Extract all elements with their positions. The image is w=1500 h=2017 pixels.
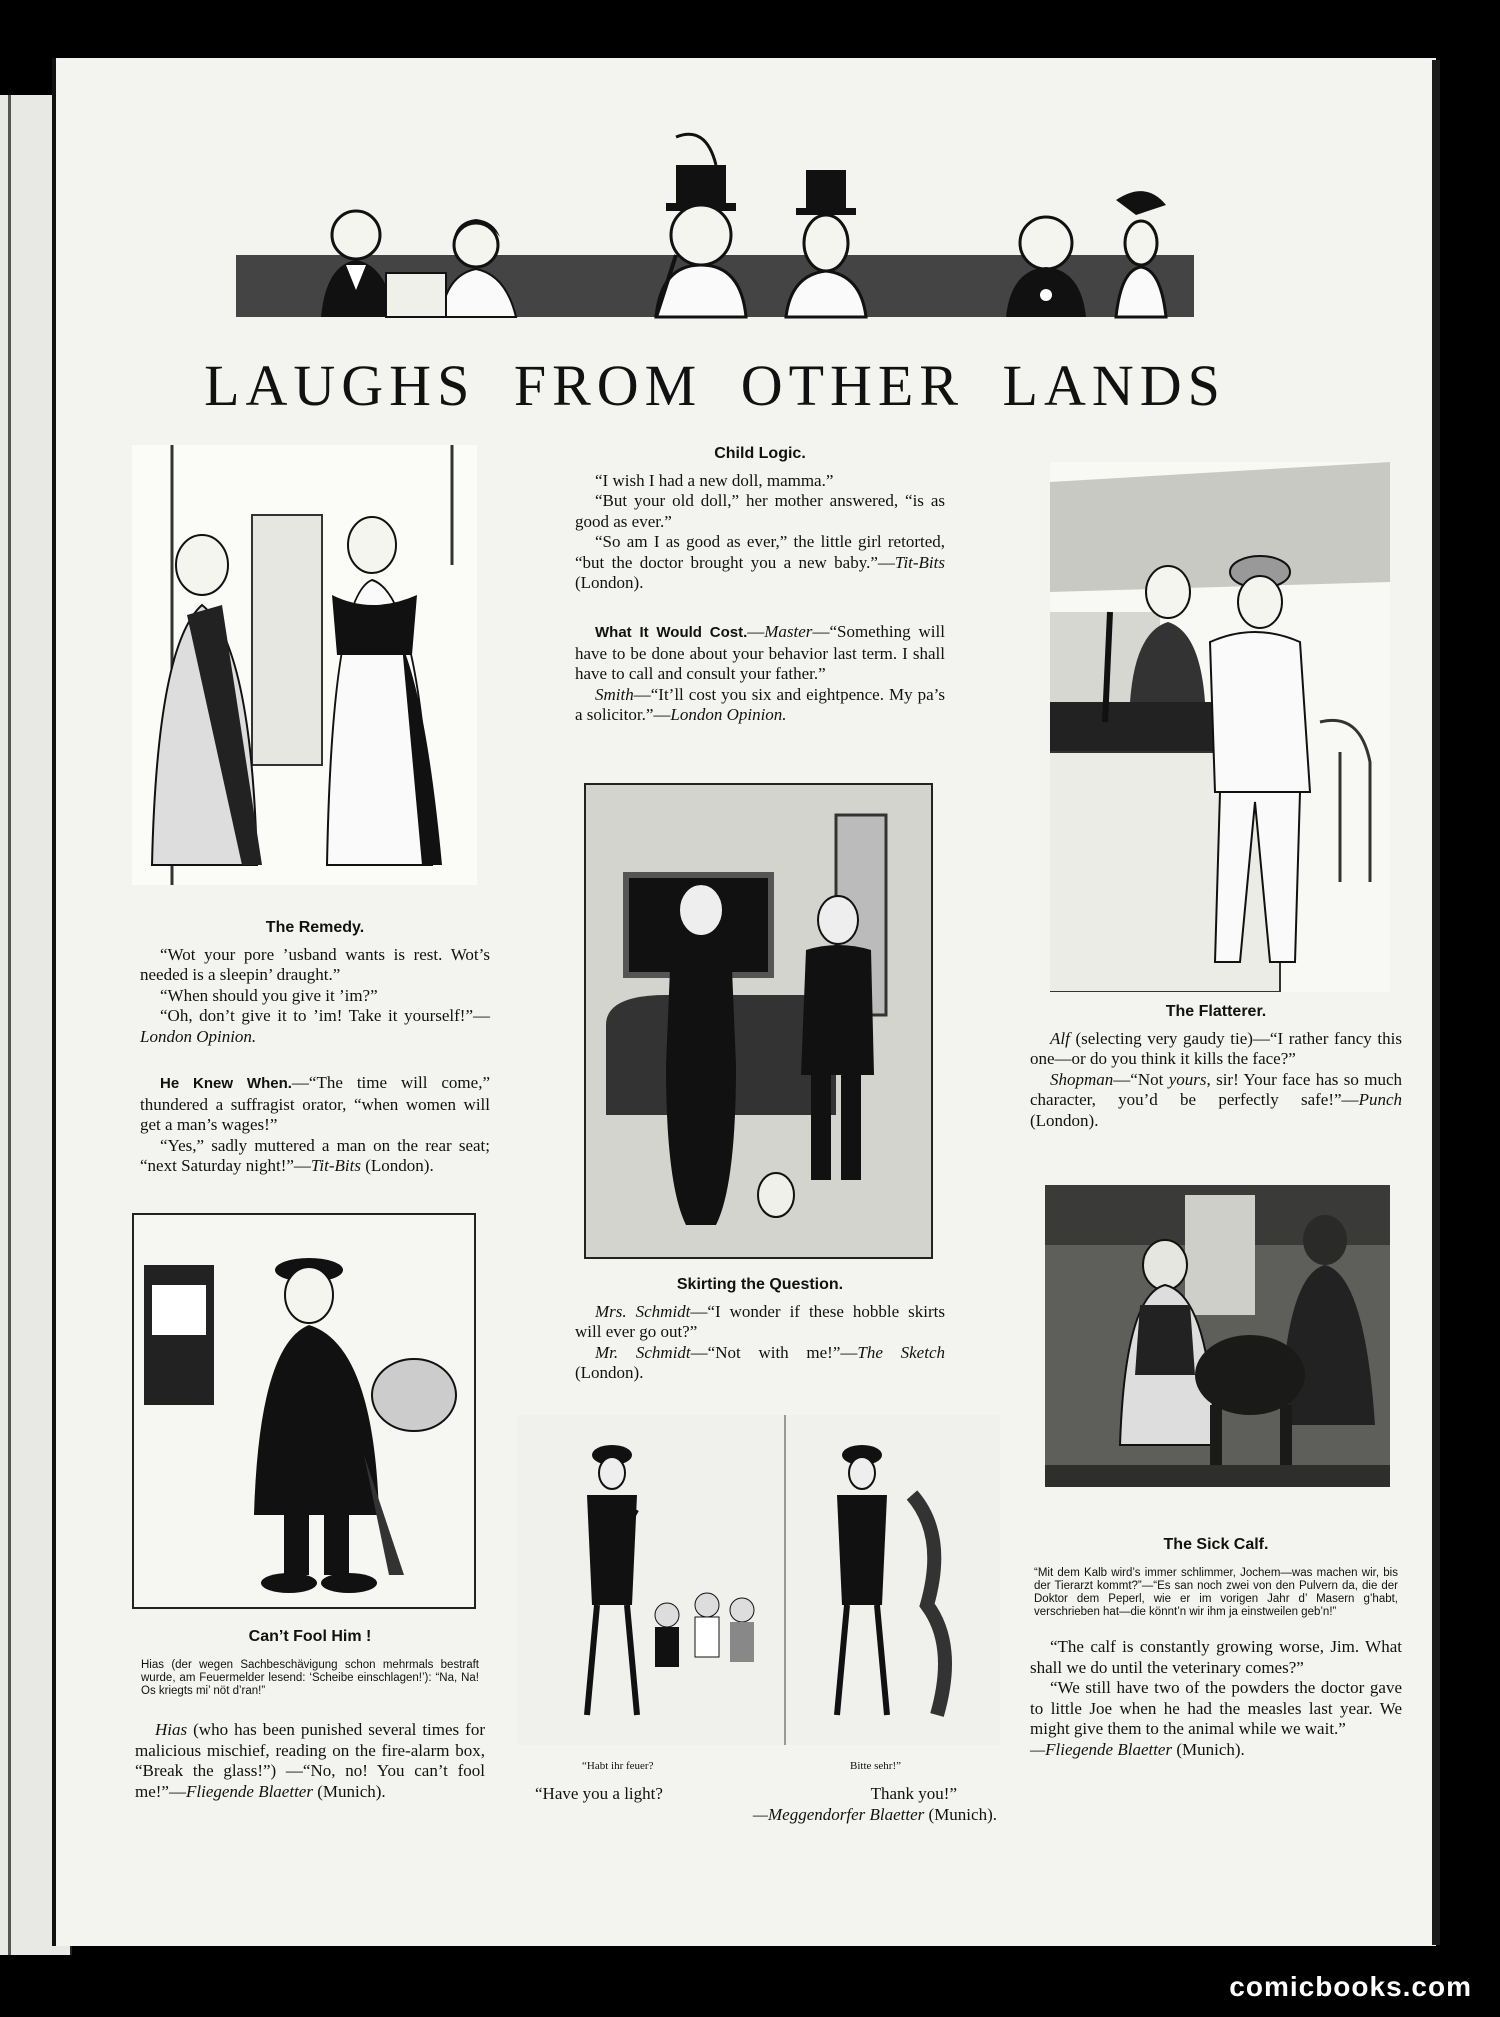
cant-fool-para: (who has been punished several times for malicious mischief, reading on the fire-alarm box, “Break the glass!”) —“No, no! You can’t fool me!”— [135, 1720, 485, 1801]
flatterer-alf: Alf [1050, 1028, 1070, 1048]
flatterer-illustration [1050, 462, 1390, 992]
knew-when-source: Tit-Bits [310, 1156, 361, 1175]
knew-when-source-suffix: (London). [360, 1156, 434, 1175]
flatterer-text [1030, 1002, 1402, 1131]
would-cost-master: Master [764, 622, 813, 641]
child-logic-text [575, 444, 945, 594]
flatterer-para-2b: , sir! Your face has so much character, you’d be perfectly safe!”— [1030, 1069, 1403, 1109]
remedy-para-1: “Wot your pore ’usband wants is rest. Wot’s needed is a sleepin’ draught.” [140, 944, 490, 984]
cant-fool-title: Can’t Fool Him ! [248, 1628, 372, 1645]
sick-calf-source-suffix: (Munich). [1172, 1739, 1245, 1759]
remedy-para-3: “Oh, don’t give it to ’im! Take it yourself!”— [160, 1006, 490, 1025]
child-logic-source: Tit-Bits [894, 552, 945, 572]
light-line-left: “Have you a light? [535, 1784, 663, 1803]
sick-calf-illustration [1045, 1185, 1390, 1487]
child-logic-para-1: “I wish I had a new doll, mamma.” [595, 470, 834, 490]
skirting-para-2: —“Not with me!”— [690, 1342, 858, 1362]
remedy-title: The Remedy. [265, 919, 365, 936]
header-banner-illustration [236, 125, 1194, 325]
flatterer-source: Punch [1358, 1090, 1402, 1109]
sick-calf-source: —Fliegende Blaetter [1030, 1739, 1173, 1759]
skirting-para-1: —“I wonder if these hobble skirts will ever go out?” [575, 1301, 945, 1341]
cant-fool-name: Hias [155, 1720, 188, 1739]
skirting-source-suffix: (London). [575, 1363, 644, 1382]
remedy-illustration [132, 445, 477, 885]
light-text [535, 1784, 997, 1825]
light-illustration [517, 1415, 1000, 1745]
child-logic-para-3: “So am I as good as ever,” the little girl retorted, “but the doctor brought you a new baby.”— [575, 532, 945, 572]
child-logic-title: Child Logic. [714, 445, 806, 462]
flatterer-para-2a: —“Not [1113, 1069, 1169, 1089]
would-cost-lead: What It Would Cost. [595, 624, 748, 641]
knew-when-para-1: —“The time will come,” thundered a suffragist orator, “when women will get a man’s wages!” [140, 1073, 490, 1134]
light-source: —Meggendorfer Blaetter [752, 1804, 925, 1824]
page-title: LAUGHS FROM OTHER LANDS [204, 353, 1226, 418]
flatterer-title: The Flatterer. [1165, 1003, 1267, 1020]
knew-when-lead: He Knew When. [160, 1075, 292, 1092]
skirting-mrs: Mrs. Schmidt [595, 1301, 691, 1321]
child-logic-source-suffix: (London). [575, 573, 644, 592]
remedy-text [140, 918, 490, 1047]
site-watermark: comicbooks.com [1229, 1971, 1472, 2002]
knew-when-text [140, 1073, 490, 1177]
skirting-text [575, 1275, 945, 1384]
page-spine-shadow [1432, 60, 1440, 1945]
cant-fool-text [135, 1627, 485, 1802]
cant-fool-source-suffix: (Munich). [312, 1781, 386, 1801]
skirting-illustration [584, 783, 933, 1259]
skirting-mr: Mr. Schmidt [595, 1342, 691, 1362]
fire-alarm-illustration [132, 1213, 476, 1609]
sick-calf-para-2: “We still have two of the powders the doctor gave to little Joe when he had the measles last year. We might give them to the animal while we wait.” [1030, 1678, 1402, 1738]
sick-calf-text [1030, 1535, 1402, 1760]
flatterer-para-1: (selecting very gaudy tie)—“I rather fancy this one—or do you think it kills the face?” [1030, 1028, 1402, 1068]
flatterer-shopman: Shopman [1050, 1069, 1114, 1089]
skirting-title: Skirting the Question. [676, 1276, 844, 1293]
would-cost-smith: Smith [595, 684, 634, 704]
light-source-suffix: (Munich). [924, 1804, 997, 1824]
light-line-right: Thank you!” [870, 1784, 957, 1803]
sick-calf-title: The Sick Calf. [1163, 1536, 1269, 1553]
knew-when-para-2: “Yes,” sadly muttered a man on the rear seat; “next Saturday night!”— [140, 1135, 490, 1175]
remedy-para-2: “When should you give it ’im?” [160, 985, 378, 1005]
light-caption-german-right: Bitte sehr!” [850, 1760, 902, 1772]
skirting-source: The Sketch [857, 1342, 945, 1362]
cant-fool-german: Hias (der wegen Sachbeschävigung schon mehrmals bestraft wurde, am Feuermelder lesend: ‘Scheibe einschlagen!’): “Na, Na! Os kriegts mi’ nöt d’ran!” [141, 1659, 479, 1697]
light-caption-german-left: “Habt ihr feuer? [582, 1760, 654, 1772]
flatterer-yours: yours [1168, 1069, 1207, 1089]
flatterer-source-suffix: (London). [1030, 1110, 1099, 1130]
would-cost-source: London Opinion. [670, 705, 787, 724]
child-logic-para-2: “But your old doll,” her mother answered, “is as good as ever.” [575, 491, 945, 531]
sick-calf-para-1: “The calf is constantly growing worse, Jim. What shall we do until the veterinary comes?” [1030, 1637, 1402, 1677]
would-cost-para-1: —“Something will have to be done about your behavior last term. I shall have to call and consult your father.” [575, 622, 945, 683]
remedy-source: London Opinion. [140, 1026, 257, 1046]
cant-fool-source: Fliegende Blaetter [185, 1781, 313, 1801]
would-cost-para-2: —“It’ll cost you six and eightpence. My pa’s a solicitor.”— [575, 684, 945, 724]
sick-calf-german: “Mit dem Kalb wird’s immer schlimmer, Jochem—was machen wir, bis der Tierarzt kommt?”—“Es san noch zwei von den Pulvern da, die der Doktor dem Peperl, wie er im vorigen Jahr d’ Masern g’habt, verschrieben hat—die könnt’n wir ihm ja einstweilen geb’n!” [1034, 1567, 1398, 1618]
would-cost-text: What It Would Cost.—Master—“Something will have to be done about your behavior last term. I shall have to call and consult your father.” Smith—“It’ll cost you six and eightpence. My pa’s a solicitor.”—London Opinion. [575, 622, 945, 724]
